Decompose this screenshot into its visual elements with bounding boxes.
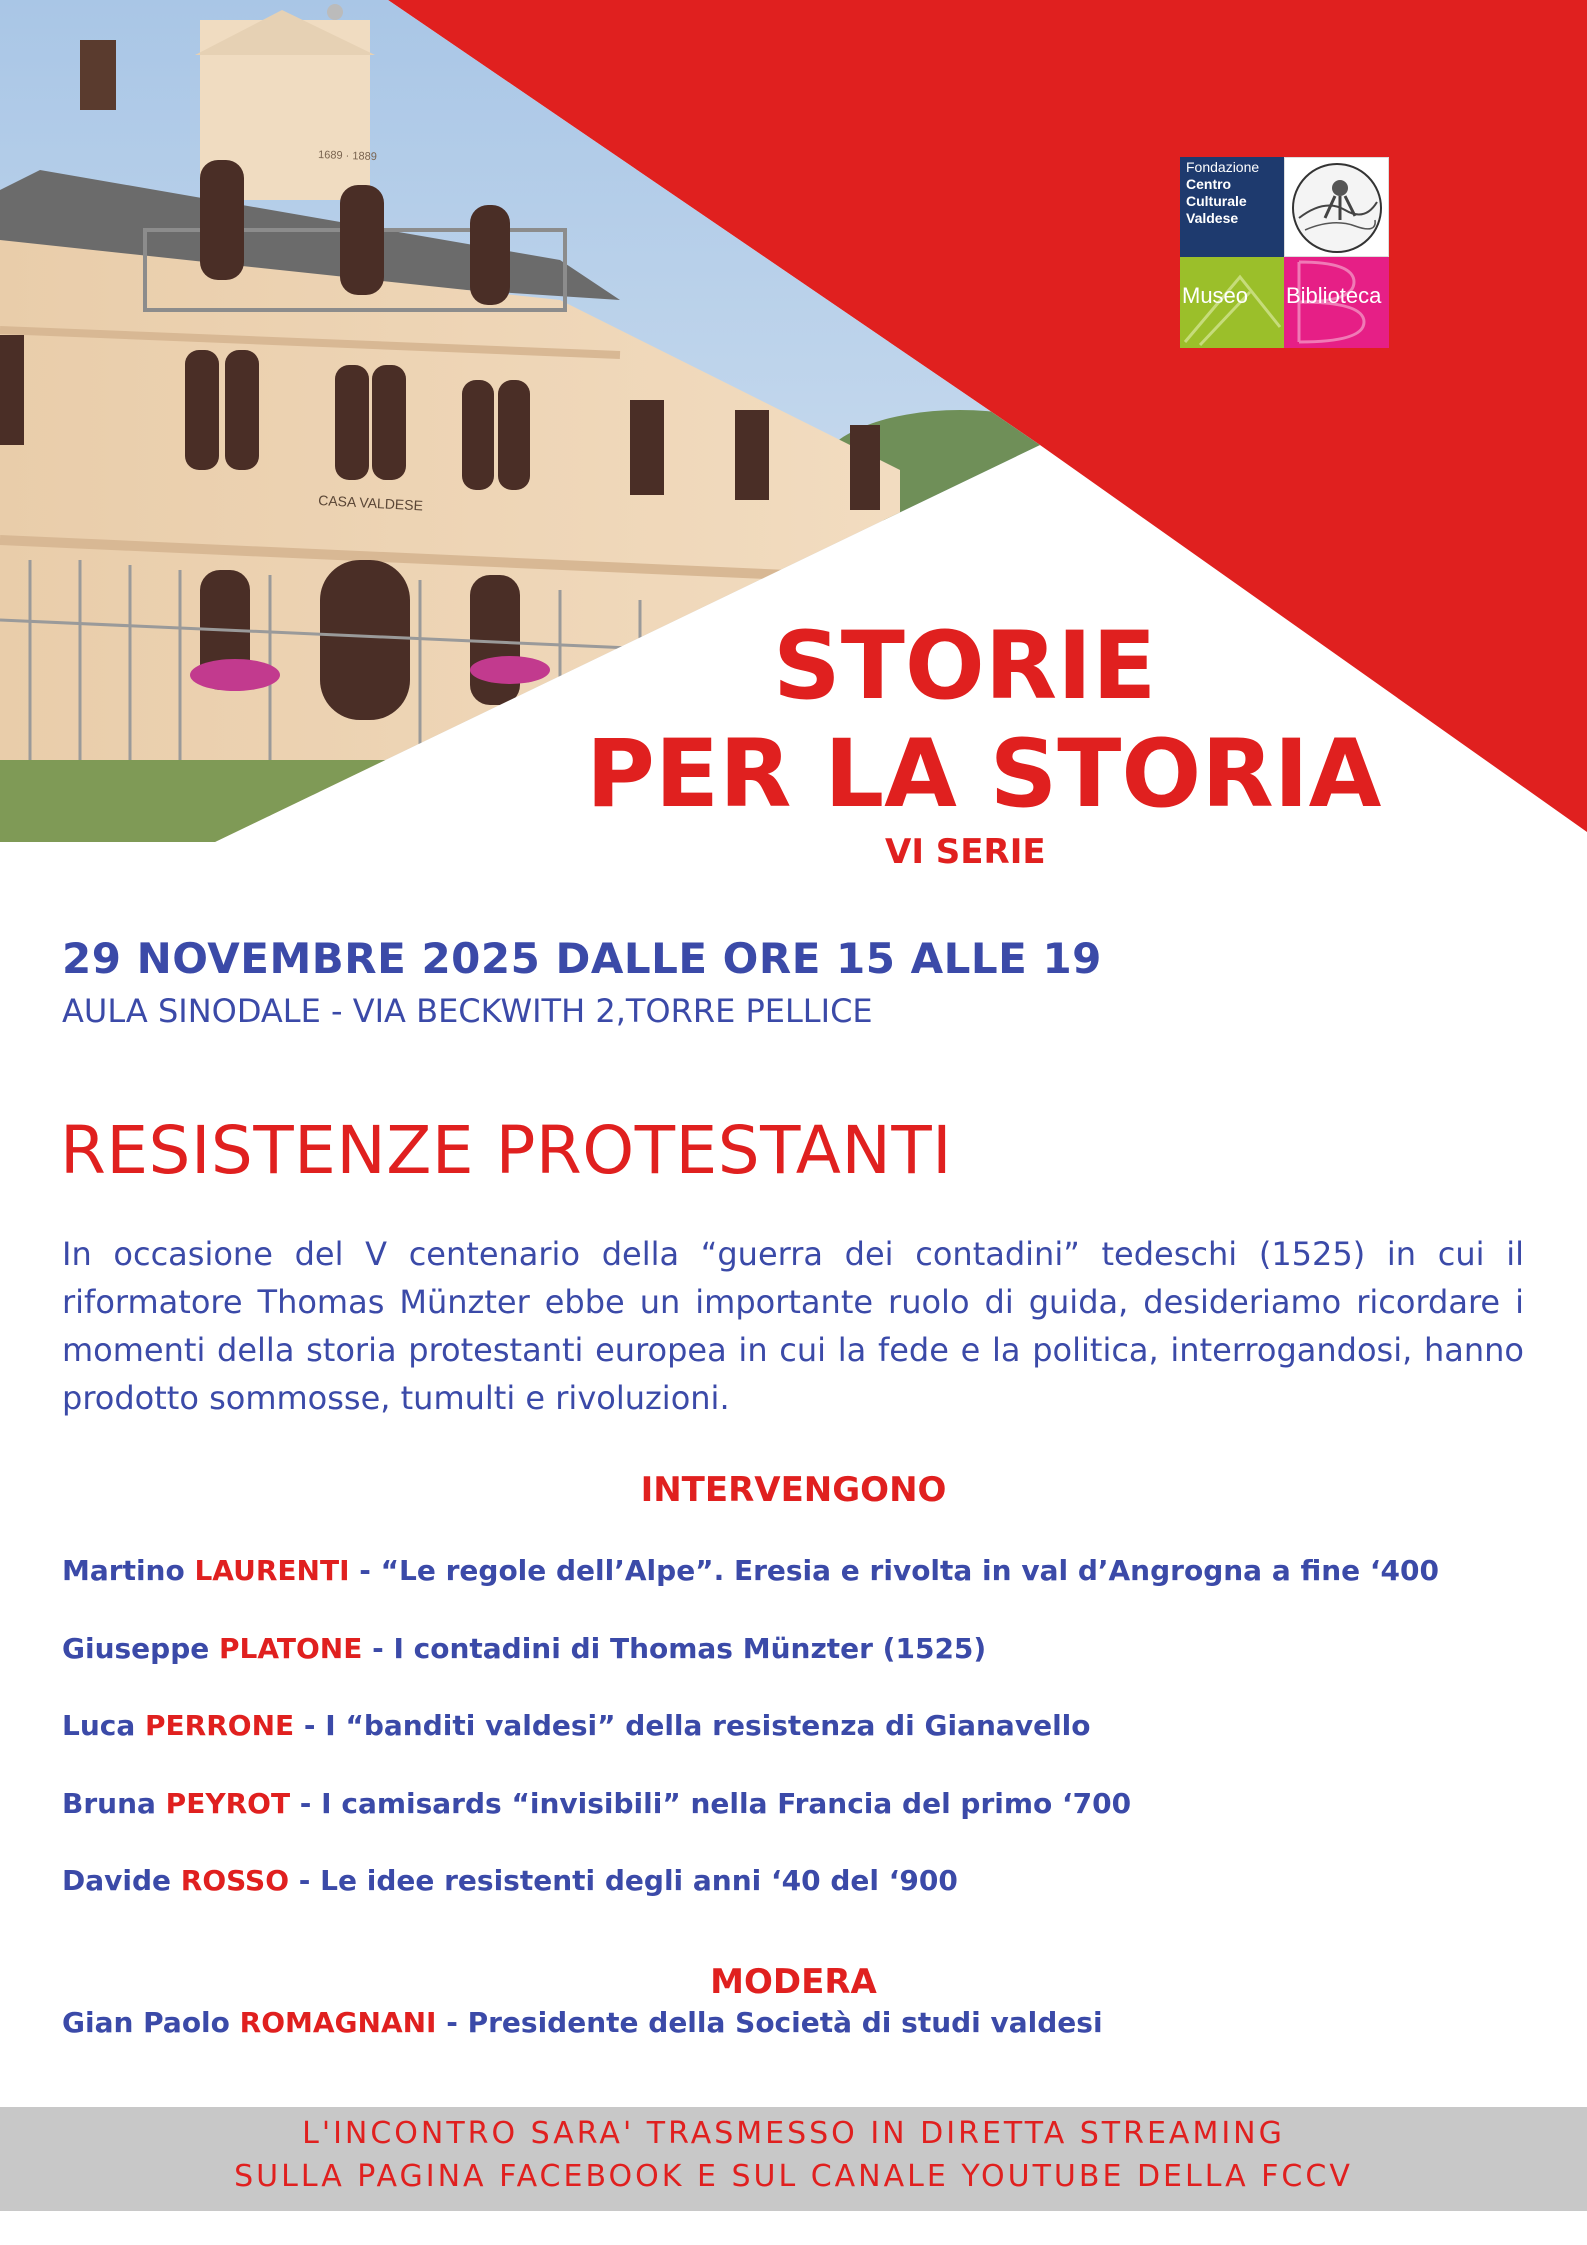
speaker-row <box>62 1554 1439 1587</box>
speaker-row <box>62 1787 1131 1820</box>
speaker-surname: PLATONE <box>219 1632 363 1665</box>
engraving-icon <box>1285 158 1388 256</box>
speaker-topic: - I contadini di Thomas Münzter (1525) <box>362 1632 987 1665</box>
speaker-row <box>62 1709 1091 1742</box>
moderator-role: - Presidente della Società di studi valdesi <box>436 2006 1103 2039</box>
event-date: 29 NOVEMBRE 2025 DALLE ORE 15 ALLE 19 <box>62 934 1102 983</box>
fccv-logo <box>1180 157 1389 348</box>
speaker-first-name: Luca <box>62 1709 136 1742</box>
logo-org-line3: Culturale <box>1186 193 1247 209</box>
title-line-2: PER LA STORIA <box>586 720 1382 829</box>
logo-biblioteca-label: Biblioteca <box>1286 283 1382 308</box>
speaker-surname: ROSSO <box>180 1864 290 1897</box>
logo-org-line1: Fondazione <box>1186 159 1260 175</box>
speaker-surname: PERRONE <box>145 1709 295 1742</box>
logo-org-cell <box>1180 157 1284 257</box>
speaker-surname: PEYROT <box>165 1787 291 1820</box>
speaker-first-name: Giuseppe <box>62 1632 210 1665</box>
title-line-1: STORIE <box>773 612 1157 721</box>
moderator-row <box>62 2006 1103 2039</box>
speaker-topic: - Le idee resistenti degli anni ‘40 del ‘900 <box>289 1864 958 1897</box>
speaker-topic: - “Le regole dell’Alpe”. Eresia e rivolta in val d’Angrogna a fine ‘400 <box>349 1554 1439 1587</box>
footer-line-1: L'INCONTRO SARA' TRASMESSO IN DIRETTA STREAMING <box>302 2116 1285 2151</box>
moderator-first-name: Gian Paolo <box>62 2006 230 2039</box>
moderator-label: MODERA <box>710 1962 877 2002</box>
footer-line-2: SULLA PAGINA FACEBOOK E SUL CANALE YOUTUBE DELLA FCCV <box>234 2159 1353 2194</box>
logo-org-line2: Centro <box>1186 176 1232 192</box>
logo-biblioteca-cell <box>1284 257 1389 348</box>
speaker-surname: LAURENTI <box>194 1554 350 1587</box>
speaker-row <box>62 1864 958 1897</box>
logo-engraving <box>1284 157 1389 257</box>
event-venue: AULA SINODALE - VIA BECKWITH 2,TORRE PELLICE <box>62 992 873 1030</box>
section-title: RESISTENZE PROTESTANTI <box>60 1112 953 1189</box>
speaker-topic: - I camisards “invisibili” nella Francia del primo ‘700 <box>290 1787 1132 1820</box>
speaker-first-name: Martino <box>62 1554 185 1587</box>
series-label: VI SERIE <box>885 832 1046 872</box>
speakers-label: INTERVENGONO <box>640 1470 947 1510</box>
speaker-first-name: Davide <box>62 1864 172 1897</box>
building-date-inscription: 1689 · 1889 <box>317 149 377 164</box>
speaker-row <box>62 1632 986 1665</box>
logo-museo-label: Museo <box>1182 283 1249 308</box>
logo-org-line4: Valdese <box>1186 210 1239 226</box>
moderator-surname: ROMAGNANI <box>239 2006 437 2039</box>
intro-paragraph: In occasione del V centenario della “guerra dei contadini” tedeschi (1525) in cui il riformatore Thomas Münzter ebbe un importante ruolo di guida, desideriamo ricordare i momenti della storia protestanti europea in cui la fede e la politica, interrogandosi, hanno prodotto sommosse, tumulti e rivoluzioni. <box>62 1235 1524 1417</box>
speaker-topic: - I “banditi valdesi” della resistenza di Gianavello <box>294 1709 1091 1742</box>
building-sign: CASA VALDESE <box>317 492 424 514</box>
speaker-first-name: Bruna <box>62 1787 156 1820</box>
logo-museo-cell <box>1180 257 1284 348</box>
